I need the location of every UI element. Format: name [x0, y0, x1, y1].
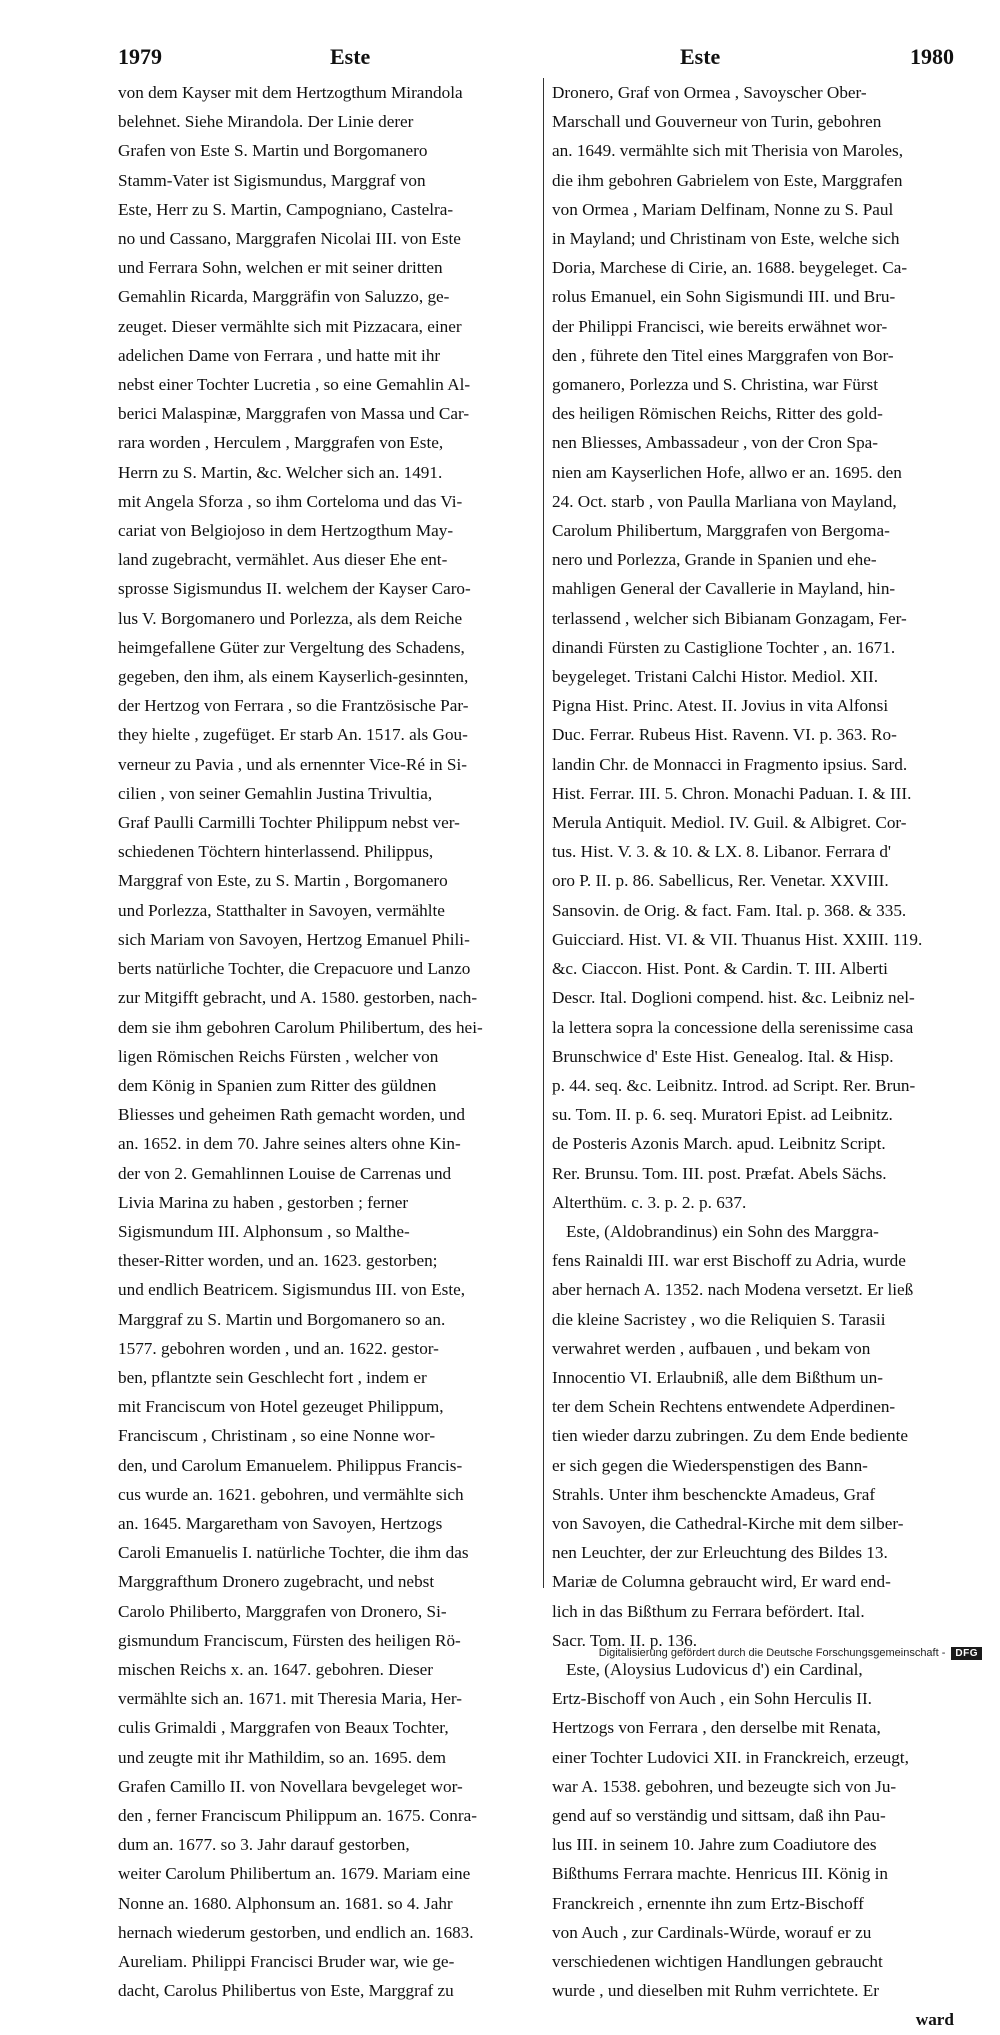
- text-line: hernach wiederum gestorben, und endlich an. 1683.: [118, 1922, 474, 1942]
- text-line: Grafen Camillo II. von Novellara bevgeleget wor-: [118, 1776, 463, 1796]
- text-line: dem König in Spanien zum Ritter des güldnen: [118, 1075, 437, 1095]
- footer: [599, 1644, 982, 1662]
- text-line: und endlich Beatricem. Sigismundus III. von Este,: [118, 1280, 466, 1300]
- text-line: su. Tom. II. p. 6. seq. Muratori Epist. ad Leibnitz.: [552, 1105, 893, 1125]
- text-line: gend auf so verständig und sittsam, daß ihn Pau-: [552, 1805, 886, 1825]
- text-line: wurde , und dieselben mit Ruhm verrichtete. Er: [552, 1981, 879, 2001]
- right-column-number: 1980: [910, 44, 954, 69]
- text-line: Hertzogs von Ferrara , den derselbe mit Renata,: [552, 1718, 881, 1738]
- text-line: gegeben, den ihm, als einem Kayserlich-gesinnten,: [118, 667, 469, 687]
- text-line: ter dem Schein Rechtens entwendete Adperdinen-: [552, 1397, 896, 1417]
- text-line: berts natürliche Tochter, die Crepacuore und Lanzo: [118, 959, 471, 979]
- text-line: Pigna Hist. Princ. Atest. II. Jovius in vita Alfonsi: [552, 696, 889, 716]
- text-line: dem sie ihm gebohren Carolum Philibertum, des hei-: [118, 1017, 483, 1037]
- text-line: er sich gegen die Wiederspenstigen des Bann-: [552, 1455, 868, 1475]
- text-line: Sigismundum III. Alphonsum , so Malthe-: [118, 1221, 410, 1241]
- text-line: they hielte , zugefüget. Er starb An. 1517. als Gou-: [118, 725, 468, 745]
- right-running-head: Este: [680, 44, 721, 69]
- text-line: ligen Römischen Reichs Fürsten , welcher von: [118, 1046, 439, 1066]
- text-line: Merula Antiquit. Mediol. IV. Guil. & Albigret. Cor-: [552, 813, 907, 833]
- column-divider: [543, 78, 544, 1588]
- text-line: nebst einer Tochter Lucretia , so eine Gemahlin Al-: [118, 375, 471, 395]
- text-line: Strahls. Unter ihm beschenckte Amadeus, Graf: [552, 1484, 876, 1504]
- text-line: den , ferner Franciscum Philippum an. 1675. Conra-: [118, 1805, 477, 1825]
- text-line: no und Cassano, Marggrafen Nicolai III. von Este: [118, 229, 461, 249]
- text-line: von Savoyen, die Cathedral-Kirche mit dem silber-: [552, 1513, 904, 1533]
- text-line: rolus Emanuel, ein Sohn Sigismundi III. und Bru-: [552, 287, 896, 307]
- text-line: war A. 1538. gebohren, und bezeugte sich von Ju-: [552, 1776, 897, 1796]
- text-line: Brunschwice d' Este Hist. Genealog. Ital. & Hisp.: [552, 1046, 894, 1066]
- text-line: in Mayland; und Christinam von Este, welche sich: [552, 229, 900, 249]
- text-line: gismundum Franciscum, Fürsten des heiligen Rö-: [118, 1630, 461, 1650]
- text-line: Doria, Marchese di Cirie, an. 1688. beygeleget. Ca-: [552, 258, 908, 278]
- left-column: [118, 78, 535, 2005]
- text-line: p. 44. seq. &c. Leibnitz. Introd. ad Script. Rer. Brun-: [552, 1075, 916, 1095]
- text-line: Duc. Ferrar. Rubeus Hist. Ravenn. VI. p. 363. Ro-: [552, 725, 897, 745]
- page-header: [118, 38, 954, 74]
- text-line: Este, Herr zu S. Martin, Campogniano, Castelra-: [118, 199, 454, 219]
- text-line: den , führete den Titel eines Marggrafen von Bor-: [552, 345, 894, 365]
- text-line: Guicciard. Hist. VI. & VII. Thuanus Hist. XXIII. 119.: [552, 929, 923, 949]
- text-line: mischen Reichs x. an. 1647. gebohren. Dieser: [118, 1659, 434, 1679]
- text-line: von dem Kayser mit dem Hertzogthum Mirandola: [118, 83, 463, 102]
- text-line: Franciscum , Christinam , so eine Nonne wor-: [118, 1426, 436, 1446]
- text-line: an. 1649. vermählte sich mit Therisia von Maroles,: [552, 141, 903, 161]
- right-column: [552, 78, 954, 2035]
- text-line: Carolo Philiberto, Marggrafen von Dronero, Si-: [118, 1601, 447, 1621]
- text-line: der Philippi Francisci, wie bereits erwähnet wor-: [552, 316, 888, 336]
- text-line: Marggraf zu S. Martin und Borgomanero so an.: [118, 1309, 446, 1329]
- text-line: fens Rainaldi III. war erst Bischoff zu Adria, wurde: [552, 1251, 906, 1271]
- text-line: ben, pflantzte sein Geschlecht fort , indem er: [118, 1367, 427, 1387]
- text-line: dacht, Carolus Philibertus von Este, Marggraf zu: [118, 1981, 454, 2001]
- text-line: Este, (Aldobrandinus) ein Sohn des Marggra-: [566, 1221, 879, 1241]
- text-line: Bißthums Ferrara machte. Henricus III. König in: [552, 1864, 889, 1884]
- text-line: Sansovin. de Orig. & fact. Fam. Ital. p. 368. & 335.: [552, 900, 907, 920]
- text-line: Nonne an. 1680. Alphonsum an. 1681. so 4. Jahr: [118, 1893, 453, 1913]
- text-line: nero und Porlezza, Grande in Spanien und ehe-: [552, 550, 877, 570]
- text-line: und zeugte mit ihr Mathildim, so an. 1695. dem: [118, 1747, 446, 1767]
- text-line: nen Leuchter, der zur Erleuchtung des Bildes 13.: [552, 1543, 888, 1563]
- text-line: nen Bliesses, Ambassadeur , von der Cron Spa-: [552, 433, 879, 453]
- text-line: Grafen von Este S. Martin und Borgomanero: [118, 141, 428, 161]
- text-line: Rer. Brunsu. Tom. III. post. Præfat. Abels Sächs.: [552, 1163, 887, 1183]
- text-line: mahligen General der Cavallerie in Mayland, hin-: [552, 579, 896, 599]
- text-line: Hist. Ferrar. III. 5. Chron. Monachi Paduan. I. & III.: [552, 783, 912, 803]
- text-line: die kleine Sacristey , wo die Reliquien S. Tarasii: [552, 1309, 886, 1329]
- text-line: verwahret werden , aufbauen , und bekam von: [552, 1338, 871, 1358]
- text-line: des heiligen Römischen Reichs, Ritter des gold-: [552, 404, 883, 424]
- text-line: landin Chr. de Monnacci in Fragmento ipsius. Sard.: [552, 754, 908, 774]
- text-line: zeuget. Dieser vermählte sich mit Pizzacara, einer: [118, 316, 462, 336]
- text-line: verschiedenen wichtigen Handlungen gebraucht: [552, 1952, 883, 1971]
- text-line: berici Malaspinæ, Marggrafen von Massa und Car-: [118, 404, 470, 424]
- text-line: der Hertzog von Ferrara , so die Frantzösische Par-: [118, 696, 469, 716]
- top-mark: [523, 0, 533, 10]
- text-line: lus V. Borgomanero und Porlezza, als dem Reiche: [118, 608, 463, 628]
- text-line: oro P. II. p. 86. Sabellicus, Rer. Venetar. XXVIII.: [552, 871, 889, 891]
- text-line: Descr. Ital. Doglioni compend. hist. &c. Leibniz nel-: [552, 988, 915, 1008]
- text-line: terlassend , welcher sich Bibianam Gonzagam, Fer-: [552, 608, 907, 628]
- text-line: Innocentio VI. Erlaubniß, alle dem Bißthum un-: [552, 1367, 883, 1387]
- text-line: Livia Marina zu haben , gestorben ; ferner: [118, 1192, 409, 1212]
- text-line: Ertz-Bischoff von Auch , ein Sohn Herculis II.: [552, 1689, 872, 1709]
- text-line: mit Franciscum von Hotel gezeuget Philippum,: [118, 1397, 444, 1417]
- text-line: culis Grimaldi , Marggrafen von Beaux Tochter,: [118, 1718, 449, 1738]
- text-line: mit Angela Sforza , so ihm Corteloma und das Vi-: [118, 491, 463, 511]
- text-line: lus III. in seinem 10. Jahre zum Coadiutore des: [552, 1835, 877, 1855]
- text-line: zur Mitgifft gebracht, und A. 1580. gestorben, nach-: [118, 988, 478, 1008]
- text-line: Gemahlin Ricarda, Marggräfin von Saluzzo, ge-: [118, 287, 450, 307]
- text-line: verneur zu Pavia , und als ernennter Vice-Ré in Si-: [118, 754, 467, 774]
- text-line: vermählte sich an. 1671. mit Theresia Maria, Her-: [118, 1689, 462, 1709]
- text-line: cus wurde an. 1621. gebohren, und vermählte sich: [118, 1484, 464, 1504]
- text-line: 1577. gebohren worden , und an. 1622. gestor-: [118, 1338, 439, 1358]
- text-line: belehnet. Siehe Mirandola. Der Linie derer: [118, 112, 414, 132]
- text-line: Caroli Emanuelis I. natürliche Tochter, die ihm das: [118, 1543, 469, 1563]
- catchword: ward: [915, 2010, 954, 2030]
- dfg-logo: DFG: [951, 1647, 982, 1660]
- footer-text: Digitalisierung gefördert durch die Deutsche Forschungsgemeinschaft -: [598, 1647, 946, 1659]
- text-line: Este, (Aloysius Ludovicus d') ein Cardinal,: [566, 1659, 863, 1679]
- text-line: von Auch , zur Cardinals-Würde, worauf er zu: [552, 1922, 872, 1942]
- text-line: und Porlezza, Statthalter in Savoyen, vermählte: [118, 900, 445, 920]
- left-column-number: 1979: [118, 44, 162, 69]
- text-line: die ihm gebohren Gabrielem von Este, Marggrafen: [552, 170, 903, 190]
- text-line: heimgefallene Güter zur Vergeltung des Schadens,: [118, 637, 465, 657]
- text-line: lich in das Bißthum zu Ferrara befördert. Ital.: [552, 1601, 865, 1621]
- text-line: gomanero, Porlezza und S. Christina, war Fürst: [552, 375, 879, 395]
- text-line: &c. Ciaccon. Hist. Pont. & Cardin. T. III. Alberti: [552, 959, 888, 979]
- text-line: Herrn zu S. Martin, &c. Welcher sich an. 1491.: [118, 462, 443, 482]
- text-line: Bliesses und geheimen Rath gemacht worden, und: [118, 1105, 466, 1125]
- text-line: cariat von Belgiojoso in dem Hertzogthum May-: [118, 521, 454, 541]
- text-line: Sacr. Tom. II. p. 136.: [552, 1630, 698, 1650]
- text-line: Marschall und Gouverneur von Turin, gebohren: [552, 112, 882, 132]
- text-line: dinandi Fürsten zu Castiglione Tochter , an. 1671.: [552, 637, 896, 657]
- text-line: de Posteris Azonis March. apud. Leibnitz Script.: [552, 1134, 886, 1154]
- text-line: Marggrafthum Dronero zugebracht, und nebst: [118, 1572, 435, 1592]
- text-line: weiter Carolum Philibertum an. 1679. Mariam eine: [118, 1864, 471, 1884]
- text-line: Stamm-Vater ist Sigismundus, Marggraf von: [118, 170, 426, 190]
- text-line: nien am Kayserlichen Hofe, allwo er an. 1695. den: [552, 462, 902, 482]
- text-line: der von 2. Gemahlinnen Louise de Carrenas und: [118, 1163, 452, 1183]
- text-line: land zugebracht, vermählet. Aus dieser Ehe ent-: [118, 550, 448, 570]
- text-line: Aureliam. Philippi Francisci Bruder war, wie ge-: [118, 1952, 455, 1971]
- left-running-head: Este: [330, 44, 371, 69]
- text-line: schiedenen Töchtern hinterlassend. Philippus,: [118, 842, 434, 862]
- text-line: adelichen Dame von Ferrara , und hatte mit ihr: [118, 345, 441, 365]
- text-line: von Ormea , Mariam Delfinam, Nonne zu S. Paul: [552, 199, 894, 219]
- text-line: rara worden , Herculem , Marggrafen von Este,: [118, 433, 444, 453]
- text-line: cilien , von seiner Gemahlin Justina Trivultia,: [118, 783, 433, 803]
- text-line: an. 1645. Margaretham von Savoyen, Hertzogs: [118, 1513, 443, 1533]
- text-line: sprosse Sigismundus II. welchem der Kayser Caro-: [118, 579, 471, 599]
- text-line: 24. Oct. starb , von Paulla Marliana von Mayland,: [552, 491, 897, 511]
- text-line: den, und Carolum Emanuelem. Philippus Francis-: [118, 1455, 463, 1475]
- text-line: tien wieder darzu zubringen. Zu dem Ende bediente: [552, 1426, 909, 1446]
- text-line: beygeleget. Tristani Calchi Histor. Mediol. XII.: [552, 667, 879, 687]
- text-line: Marggraf von Este, zu S. Martin , Borgomanero: [118, 871, 448, 891]
- text-line: Carolum Philibertum, Marggrafen von Bergoma-: [552, 521, 890, 541]
- text-line: Mariæ de Columna gebraucht wird, Er ward end-: [552, 1572, 891, 1592]
- text-line: Alterthüm. c. 3. p. 2. p. 637.: [552, 1192, 747, 1212]
- text-line: sich Mariam von Savoyen, Hertzog Emanuel Phili-: [118, 929, 470, 949]
- text-line: la lettera sopra la concessione della serenissime casa: [552, 1017, 914, 1037]
- text-line: aber hernach A. 1352. nach Modena versetzt. Er ließ: [552, 1280, 914, 1300]
- text-line: Graf Paulli Carmilli Tochter Philippum nebst ver-: [118, 813, 460, 833]
- text-line: dum an. 1677. so 3. Jahr darauf gestorben,: [118, 1835, 410, 1855]
- text-line: tus. Hist. V. 3. & 10. & LX. 8. Libanor. Ferrara d': [552, 842, 892, 862]
- text-line: und Ferrara Sohn, welchen er mit seiner dritten: [118, 258, 443, 278]
- text-line: Franckreich , ernennte ihn zum Ertz-Bischoff: [552, 1893, 864, 1913]
- text-line: an. 1652. in dem 70. Jahre seines alters ohne Kin-: [118, 1134, 461, 1154]
- text-line: einer Tochter Ludovici XII. in Franckreich, erzeugt,: [552, 1747, 909, 1767]
- text-line: Dronero, Graf von Ormea , Savoyscher Ober-: [552, 83, 867, 102]
- text-line: theser-Ritter worden, und an. 1623. gestorben;: [118, 1251, 438, 1271]
